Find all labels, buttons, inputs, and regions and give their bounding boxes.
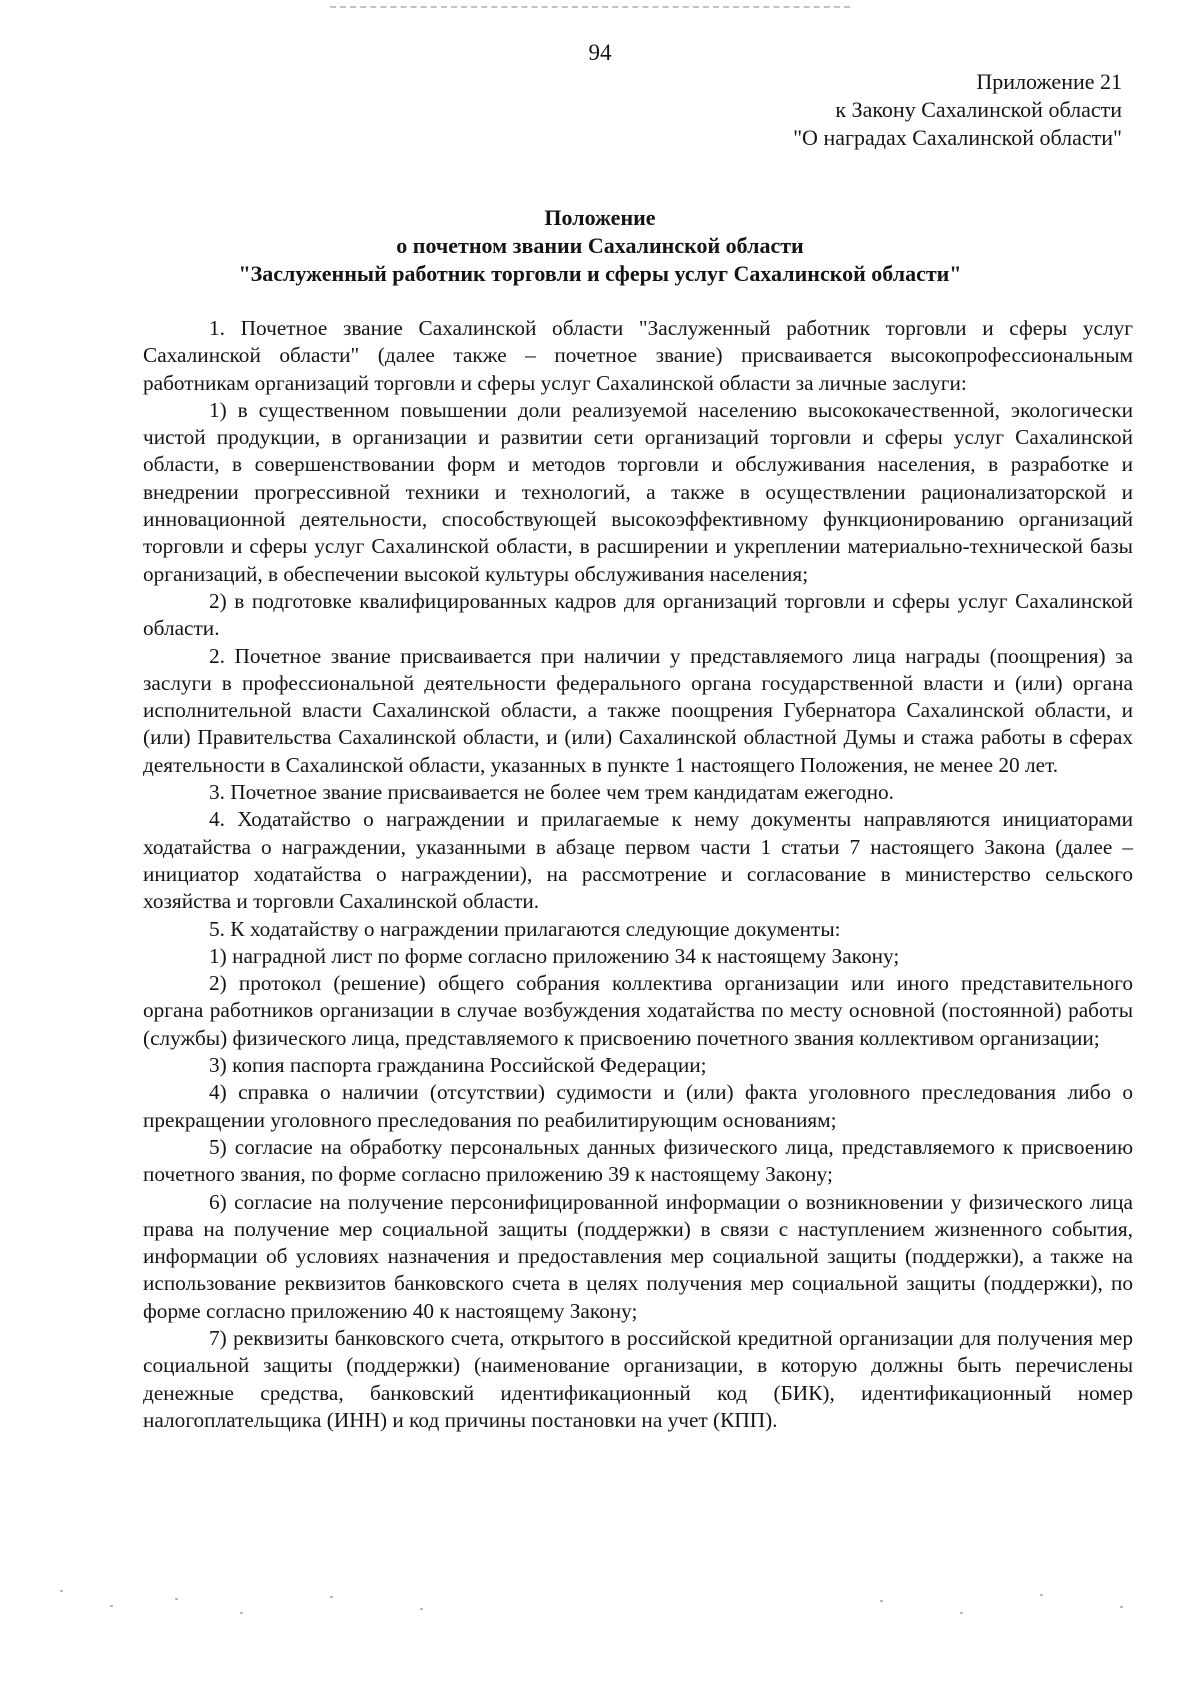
paragraph: 1) наградной лист по форме согласно приложению 34 к настоящему Закону; [209,943,900,968]
paragraph: 4) справка о наличии (отсутствии) судимости и (или) факта уголовного преследования либо о прекращении уголовного преследования по реабилитирующим основаниям; [143,1080,1133,1132]
title-line: Положение [544,205,656,230]
scan-speck [110,1605,113,1607]
appendix-reference [793,68,1122,152]
scan-speck [420,1608,423,1610]
scan-speck [960,1612,963,1614]
scan-speck [330,1596,333,1598]
paragraph: 3. Почетное звание присваивается не более чем трем кандидатам ежегодно. [209,780,894,805]
scan-speck [175,1598,178,1600]
paragraph: 1. Почетное звание Сахалинской области "Заслуженный работник торговли и сферы услуг Сахалинской области" (далее также – почетное звание) присваивается высокопрофессиональным работникам организаций торговли и сферы услуг Сахалинской области за личные заслуги: [143,316,1133,395]
scan-speck [60,1590,63,1592]
paragraph: 2. Почетное звание присваивается при наличии у представляемого лица награды (поощрения) за заслуги в профессиональной деятельности федерального органа государственной власти и (или) органа исполнительной власти Сахалинской области, а также поощрения Губернатора Сахалинской области, и (или) Правительства Сахалинской области, и (или) Сахалинской областной Думы и стажа работы в сферах деятельности в Сахалинской области, указанных в пункте 1 настоящего Положения, не менее 20 лет. [143,643,1133,777]
paragraph: 7) реквизиты банковского счета, открытого в российской кредитной организации для получения мер социальной защиты (поддержки) (наименование организации, в которую должны быть перечислены денежные средства, банковский идентификационный код (БИК), идентификационный номер налогоплательщика (ИНН) и код причины постановки на учет (КПП). [143,1325,1133,1432]
appendix-line: "О наградах Сахалинской области" [793,125,1122,150]
title-line: о почетном звании Сахалинской области [396,233,804,258]
appendix-line: к Закону Сахалинской области [835,97,1122,122]
paragraph: 3) копия паспорта гражданина Российской Федерации; [209,1053,707,1078]
scan-speck [880,1600,883,1602]
scan-speck [1040,1594,1043,1596]
document-title [0,204,1200,288]
paragraph: 5. К ходатайству о награждении прилагаются следующие документы: [209,916,841,941]
scan-speck [240,1612,243,1614]
appendix-line: Приложение 21 [976,69,1122,94]
scan-artifact-top [330,6,850,10]
paragraph: 6) согласие на получение персонифицированной информации о возникновении у физического лица права на получение мер социальной защиты (поддержки) в связи с наступлением жизненного события, информации об условиях назначения и предоставления мер социальной защиты (поддержки), а также на использование реквизитов банковского счета в целях получения мер социальной защиты (поддержки), по форме согласно приложению 40 к настоящему Закону; [143,1189,1133,1323]
paragraph: 5) согласие на обработку персональных данных физического лица, представляемого к присвоению почетного звания, по форме согласно приложению 39 к настоящему Закону; [143,1134,1133,1187]
paragraph: 2) в подготовке квалифицированных кадров для организаций торговли и сферы услуг Сахалинской области. [143,588,1133,641]
paragraph: 4. Ходатайство о награждении и прилагаемые к нему документы направляются инициаторами ходатайства о награждении, указанными в абзаце первом части 1 статьи 7 настоящего Закона (далее – инициатор ходатайства о награждении), на рассмотрение и согласование в министерство сельского хозяйства и торговли Сахалинской области. [143,807,1133,914]
scan-speck [1120,1606,1123,1608]
page-number: 94 [588,40,612,65]
document-body [143,315,1133,1434]
paragraph: 1) в существенном повышении доли реализуемой населению высококачественной, экологически чистой продукции, в организации и развитии сети организаций торговли и сферы услуг Сахалинской области, в совершенствовании форм и методов торговли и обслуживания населения, в разработке и внедрении прогрессивной техники и технологий, а также в осуществлении рационализаторской и инновационной деятельности, способствующей высокоэффективному функционированию организаций торговли и сферы услуг Сахалинской области, в расширении и укреплении материально-технической базы организаций, в обеспечении высокой культуры обслуживания населения; [143,397,1133,586]
title-line: "Заслуженный работник торговли и сферы услуг Сахалинской области" [238,261,962,286]
paragraph: 2) протокол (решение) общего собрания коллектива организации или иного представительного органа работников организации в случае возбуждения ходатайства по месту основной (постоянной) работы (службы) физического лица, представляемого к присвоению почетного звания коллективом организации; [143,971,1133,1050]
